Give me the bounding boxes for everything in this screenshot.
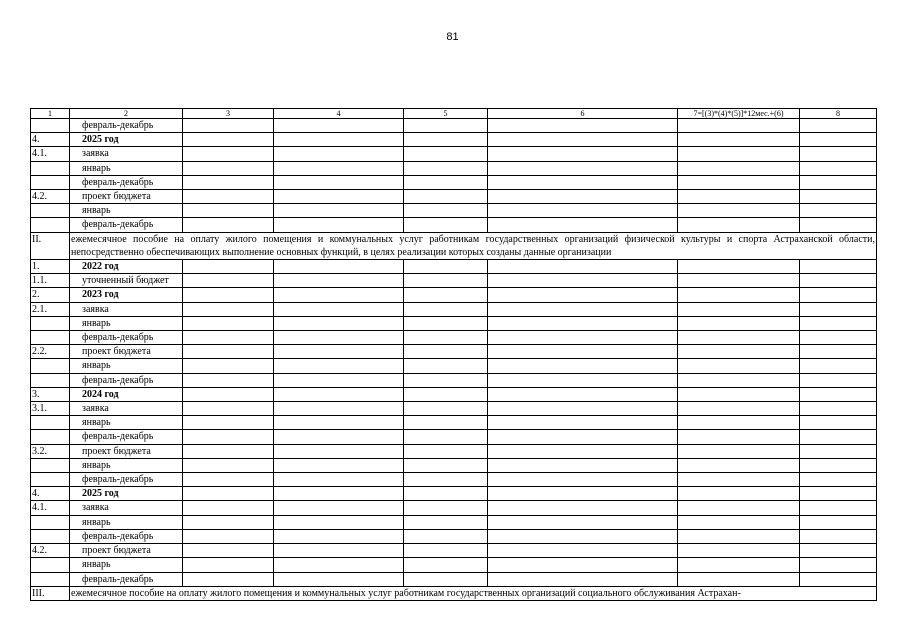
empty-cell [800, 558, 877, 572]
empty-cell [678, 133, 800, 147]
empty-cell [488, 133, 678, 147]
empty-cell [488, 558, 678, 572]
empty-cell [800, 387, 877, 401]
empty-cell [800, 359, 877, 373]
row-number [31, 175, 70, 189]
row-label: январь [70, 558, 183, 572]
empty-cell [274, 458, 404, 472]
table-header-row [31, 109, 877, 119]
empty-cell [404, 501, 488, 515]
empty-cell [678, 416, 800, 430]
table-row [31, 402, 877, 416]
row-number [31, 204, 70, 218]
empty-cell [488, 473, 678, 487]
row-number [31, 515, 70, 529]
empty-cell [183, 359, 274, 373]
empty-cell [274, 544, 404, 558]
empty-cell [488, 458, 678, 472]
empty-cell [678, 402, 800, 416]
empty-cell [274, 359, 404, 373]
empty-cell [183, 544, 274, 558]
row-number [31, 331, 70, 345]
empty-cell [488, 444, 678, 458]
empty-cell [274, 190, 404, 204]
empty-cell [488, 302, 678, 316]
empty-cell [488, 359, 678, 373]
empty-cell [404, 161, 488, 175]
table-row [31, 444, 877, 458]
row-number: II. [31, 232, 70, 259]
row-number [31, 373, 70, 387]
table-row [31, 487, 877, 501]
budget-table [30, 108, 877, 601]
empty-cell [404, 430, 488, 444]
empty-cell [488, 161, 678, 175]
empty-cell [404, 302, 488, 316]
row-number: 4.2. [31, 190, 70, 204]
empty-cell [183, 147, 274, 161]
empty-cell [183, 487, 274, 501]
empty-cell [488, 204, 678, 218]
empty-cell [274, 218, 404, 232]
row-label: 2023 год [70, 288, 183, 302]
row-label: январь [70, 359, 183, 373]
empty-cell [404, 218, 488, 232]
page-number: 81 [446, 31, 459, 43]
empty-cell [488, 501, 678, 515]
row-number [31, 430, 70, 444]
empty-cell [488, 529, 678, 543]
table-row [31, 515, 877, 529]
row-number: 4.1. [31, 147, 70, 161]
row-number: 4. [31, 133, 70, 147]
row-number: 4.1. [31, 501, 70, 515]
row-number: 4.2. [31, 544, 70, 558]
row-label: февраль-декабрь [70, 119, 183, 133]
table-row [31, 161, 877, 175]
table-row [31, 331, 877, 345]
empty-cell [678, 161, 800, 175]
column-header: 1 [31, 109, 70, 119]
empty-cell [678, 274, 800, 288]
empty-cell [488, 316, 678, 330]
empty-cell [404, 544, 488, 558]
empty-cell [488, 119, 678, 133]
empty-cell [678, 487, 800, 501]
table-row [31, 359, 877, 373]
section-title: ежемесячное пособие на оплату жилого помещения и коммунальных услуг работникам государственных организаций социального обслуживания Астрахан- [70, 586, 877, 600]
empty-cell [488, 430, 678, 444]
empty-cell [800, 430, 877, 444]
empty-cell [183, 373, 274, 387]
row-label: февраль-декабрь [70, 175, 183, 189]
column-header: 4 [274, 109, 404, 119]
empty-cell [183, 444, 274, 458]
empty-cell [678, 572, 800, 586]
empty-cell [800, 501, 877, 515]
empty-cell [183, 274, 274, 288]
row-label: февраль-декабрь [70, 331, 183, 345]
empty-cell [404, 558, 488, 572]
empty-cell [800, 345, 877, 359]
row-number [31, 572, 70, 586]
empty-cell [404, 316, 488, 330]
empty-cell [274, 175, 404, 189]
row-number: 2. [31, 288, 70, 302]
empty-cell [678, 345, 800, 359]
row-label: 2025 год [70, 133, 183, 147]
empty-cell [183, 458, 274, 472]
empty-cell [488, 218, 678, 232]
empty-cell [274, 316, 404, 330]
empty-cell [678, 444, 800, 458]
section-title: ежемесячное пособие на оплату жилого помещения и коммунальных услуг работникам государственных организаций физической культуры и спорта Астраханской области, непосредственно обеспечивающих выполнение основных функций, в целях реализации которых созданы данные организации [71, 233, 875, 258]
row-label: январь [70, 416, 183, 430]
empty-cell [404, 175, 488, 189]
empty-cell [274, 288, 404, 302]
empty-cell [800, 529, 877, 543]
table-row [31, 345, 877, 359]
empty-cell [678, 501, 800, 515]
empty-cell [404, 416, 488, 430]
empty-cell [274, 345, 404, 359]
empty-cell [183, 430, 274, 444]
row-number [31, 416, 70, 430]
table-row [31, 544, 877, 558]
table-row [31, 288, 877, 302]
row-number: 3.2. [31, 444, 70, 458]
empty-cell [800, 147, 877, 161]
row-label: январь [70, 161, 183, 175]
empty-cell [274, 331, 404, 345]
empty-cell [404, 402, 488, 416]
empty-cell [678, 373, 800, 387]
table-row [31, 316, 877, 330]
empty-cell [183, 260, 274, 274]
empty-cell [800, 544, 877, 558]
table-row [31, 458, 877, 472]
row-label: 2025 год [70, 487, 183, 501]
table-row [31, 175, 877, 189]
empty-cell [404, 331, 488, 345]
empty-cell [183, 501, 274, 515]
empty-cell [678, 288, 800, 302]
empty-cell [404, 345, 488, 359]
table-row [31, 572, 877, 586]
empty-cell [488, 274, 678, 288]
table-row [31, 147, 877, 161]
row-label: 2024 год [70, 387, 183, 401]
empty-cell [183, 190, 274, 204]
row-label: проект бюджета [70, 345, 183, 359]
empty-cell [183, 204, 274, 218]
empty-cell [800, 572, 877, 586]
table-row [31, 260, 877, 274]
empty-cell [404, 133, 488, 147]
column-header: 6 [488, 109, 678, 119]
empty-cell [800, 161, 877, 175]
table-row [31, 387, 877, 401]
empty-cell [800, 204, 877, 218]
empty-cell [800, 175, 877, 189]
row-number: III. [31, 586, 70, 600]
empty-cell [183, 316, 274, 330]
row-label: 2022 год [70, 260, 183, 274]
empty-cell [800, 190, 877, 204]
row-label: проект бюджета [70, 544, 183, 558]
empty-cell [678, 302, 800, 316]
empty-cell [488, 544, 678, 558]
empty-cell [274, 161, 404, 175]
empty-cell [274, 387, 404, 401]
empty-cell [404, 458, 488, 472]
empty-cell [800, 487, 877, 501]
empty-cell [274, 274, 404, 288]
column-header: 7=[(3)*(4)*(5)]*12мес.+(6) [678, 109, 800, 119]
empty-cell [183, 387, 274, 401]
row-number [31, 161, 70, 175]
row-number [31, 119, 70, 133]
empty-cell [274, 147, 404, 161]
empty-cell [488, 147, 678, 161]
empty-cell [404, 473, 488, 487]
column-header: 3 [183, 109, 274, 119]
table-row [31, 133, 877, 147]
row-label: февраль-декабрь [70, 373, 183, 387]
table-row [31, 501, 877, 515]
empty-cell [274, 444, 404, 458]
empty-cell [800, 458, 877, 472]
column-header: 8 [800, 109, 877, 119]
row-label: февраль-декабрь [70, 430, 183, 444]
empty-cell [678, 529, 800, 543]
row-number [31, 316, 70, 330]
empty-cell [404, 260, 488, 274]
empty-cell [404, 487, 488, 501]
table-row [31, 119, 877, 133]
empty-cell [404, 515, 488, 529]
empty-cell [274, 119, 404, 133]
empty-cell [274, 302, 404, 316]
empty-cell [488, 402, 678, 416]
empty-cell [404, 373, 488, 387]
table-row [31, 558, 877, 572]
empty-cell [183, 558, 274, 572]
empty-cell [183, 331, 274, 345]
empty-cell [404, 529, 488, 543]
table-row [31, 302, 877, 316]
empty-cell [183, 119, 274, 133]
empty-cell [274, 430, 404, 444]
row-label: январь [70, 458, 183, 472]
row-number [31, 529, 70, 543]
empty-cell [404, 359, 488, 373]
empty-cell [800, 260, 877, 274]
empty-cell [183, 302, 274, 316]
table-row [31, 473, 877, 487]
empty-cell [488, 331, 678, 345]
empty-cell [800, 373, 877, 387]
empty-cell [274, 373, 404, 387]
row-number: 3.1. [31, 402, 70, 416]
empty-cell [183, 572, 274, 586]
section-row [31, 586, 877, 600]
table-row [31, 218, 877, 232]
empty-cell [678, 544, 800, 558]
empty-cell [404, 119, 488, 133]
row-label: февраль-декабрь [70, 572, 183, 586]
empty-cell [183, 133, 274, 147]
empty-cell [678, 387, 800, 401]
empty-cell [274, 515, 404, 529]
empty-cell [274, 402, 404, 416]
row-label: январь [70, 515, 183, 529]
row-number [31, 218, 70, 232]
empty-cell [404, 444, 488, 458]
empty-cell [274, 204, 404, 218]
empty-cell [678, 260, 800, 274]
empty-cell [678, 175, 800, 189]
row-label: проект бюджета [70, 190, 183, 204]
empty-cell [488, 260, 678, 274]
empty-cell [183, 473, 274, 487]
empty-cell [404, 274, 488, 288]
empty-cell [678, 190, 800, 204]
empty-cell [488, 572, 678, 586]
table-row [31, 190, 877, 204]
row-label: заявка [70, 402, 183, 416]
row-number: 3. [31, 387, 70, 401]
empty-cell [678, 473, 800, 487]
empty-cell [404, 572, 488, 586]
empty-cell [800, 444, 877, 458]
empty-cell [800, 119, 877, 133]
empty-cell [274, 558, 404, 572]
empty-cell [800, 402, 877, 416]
empty-cell [800, 218, 877, 232]
table-row [31, 529, 877, 543]
empty-cell [488, 373, 678, 387]
empty-cell [274, 133, 404, 147]
row-number: 2.1. [31, 302, 70, 316]
empty-cell [274, 572, 404, 586]
empty-cell [274, 473, 404, 487]
row-number: 1. [31, 260, 70, 274]
empty-cell [800, 288, 877, 302]
empty-cell [274, 260, 404, 274]
empty-cell [183, 515, 274, 529]
empty-cell [183, 416, 274, 430]
empty-cell [678, 119, 800, 133]
row-number: 2.2. [31, 345, 70, 359]
empty-cell [800, 302, 877, 316]
empty-cell [488, 387, 678, 401]
empty-cell [274, 529, 404, 543]
empty-cell [183, 345, 274, 359]
empty-cell [678, 515, 800, 529]
row-label: уточненный бюджет [70, 274, 183, 288]
empty-cell [488, 345, 678, 359]
row-label: январь [70, 204, 183, 218]
table-row [31, 204, 877, 218]
empty-cell [800, 515, 877, 529]
empty-cell [488, 515, 678, 529]
empty-cell [183, 529, 274, 543]
empty-cell [183, 288, 274, 302]
empty-cell [183, 175, 274, 189]
empty-cell [404, 190, 488, 204]
table-row [31, 430, 877, 444]
table-row [31, 274, 877, 288]
empty-cell [488, 190, 678, 204]
empty-cell [183, 161, 274, 175]
empty-cell [678, 331, 800, 345]
empty-cell [678, 316, 800, 330]
section-row [31, 232, 877, 259]
empty-cell [800, 416, 877, 430]
table-row [31, 416, 877, 430]
table-row [31, 373, 877, 387]
empty-cell [800, 133, 877, 147]
empty-cell [800, 331, 877, 345]
empty-cell [678, 147, 800, 161]
column-header: 5 [404, 109, 488, 119]
empty-cell [678, 458, 800, 472]
row-number: 1.1. [31, 274, 70, 288]
row-label: февраль-декабрь [70, 218, 183, 232]
empty-cell [404, 204, 488, 218]
empty-cell [800, 316, 877, 330]
empty-cell [678, 558, 800, 572]
row-label: проект бюджета [70, 444, 183, 458]
empty-cell [274, 487, 404, 501]
row-number: 4. [31, 487, 70, 501]
row-label: февраль-декабрь [70, 529, 183, 543]
column-header: 2 [70, 109, 183, 119]
empty-cell [800, 274, 877, 288]
row-label: февраль-декабрь [70, 473, 183, 487]
empty-cell [678, 204, 800, 218]
row-number [31, 558, 70, 572]
empty-cell [678, 218, 800, 232]
empty-cell [678, 430, 800, 444]
row-label: заявка [70, 302, 183, 316]
row-label: январь [70, 316, 183, 330]
empty-cell [488, 175, 678, 189]
empty-cell [488, 288, 678, 302]
row-label: заявка [70, 147, 183, 161]
empty-cell [183, 402, 274, 416]
row-label: заявка [70, 501, 183, 515]
empty-cell [678, 359, 800, 373]
empty-cell [183, 218, 274, 232]
row-number [31, 359, 70, 373]
empty-cell [404, 387, 488, 401]
empty-cell [488, 416, 678, 430]
empty-cell [404, 147, 488, 161]
empty-cell [488, 487, 678, 501]
empty-cell [274, 501, 404, 515]
row-number [31, 473, 70, 487]
empty-cell [274, 416, 404, 430]
empty-cell [404, 288, 488, 302]
empty-cell [800, 473, 877, 487]
row-number [31, 458, 70, 472]
